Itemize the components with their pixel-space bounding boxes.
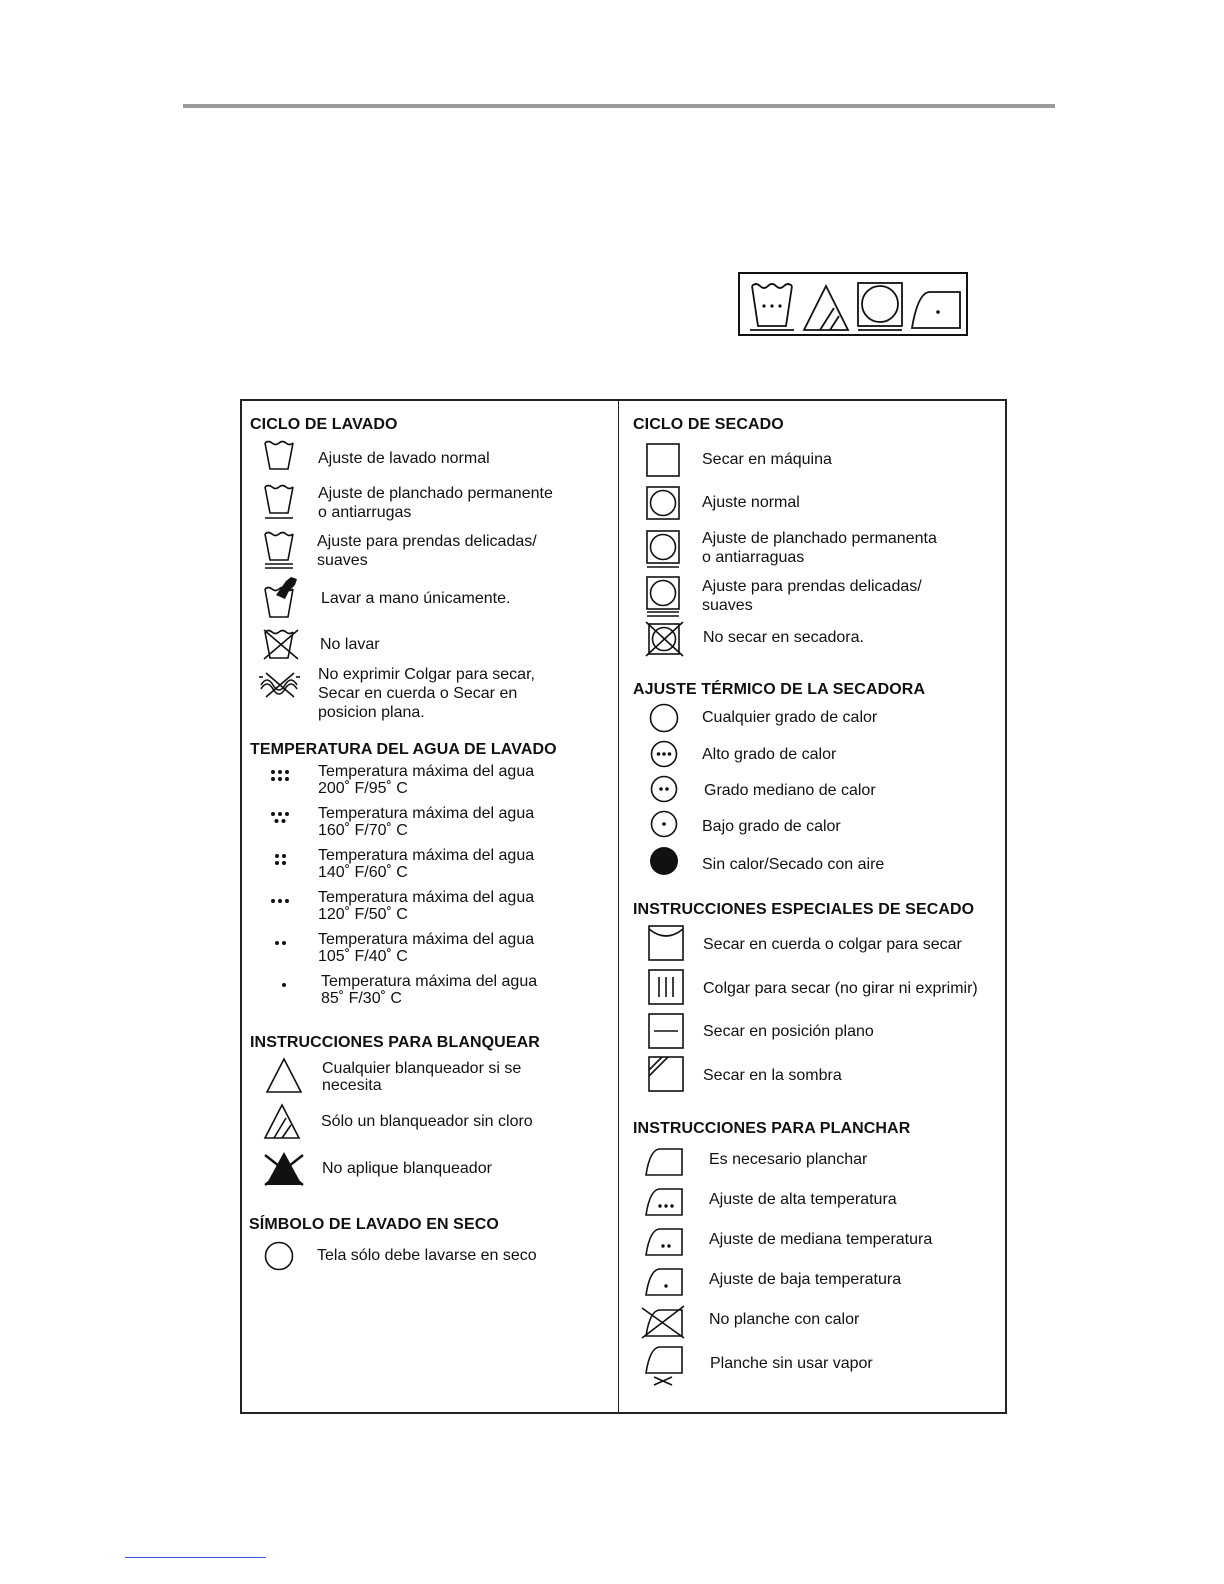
tumble-dry-delicate-icon xyxy=(646,576,682,620)
label-necesario-planchar: Es necesario planchar xyxy=(709,1151,868,1168)
top-rule xyxy=(183,104,1055,108)
label-secar-maquina: Secar en máquina xyxy=(702,451,832,468)
do-not-wring-icon xyxy=(258,669,306,701)
label-colgar-secar: Colgar para secar (no girar ni exprimir) xyxy=(703,980,978,997)
tumble-dry-normal-icon xyxy=(646,486,682,522)
hand-wash-icon xyxy=(262,575,302,621)
label-mediana-temperatura: Ajuste de mediana temperatura xyxy=(709,1231,933,1248)
two-dots-icon xyxy=(268,938,294,948)
label-mediano-calor: Grado mediano de calor xyxy=(704,782,876,799)
label-planchado-permanente: Ajuste de planchado permanente o antiarrugas xyxy=(318,485,553,521)
label-temp-85: Temperatura máxima del agua 85˚ F/30˚ C xyxy=(321,973,538,1007)
label-tela-seco: Tela sólo debe lavarse en seco xyxy=(317,1247,537,1264)
drip-dry-icon xyxy=(648,969,686,1007)
label-posicion-plano: Secar en posición plano xyxy=(703,1023,874,1040)
section-title-planchar: INSTRUCCIONES PARA PLANCHAR xyxy=(633,1120,911,1137)
section-title-lavado-seco: SÍMBOLO DE LAVADO EN SECO xyxy=(249,1216,499,1233)
label-planchado-permanenta: Ajuste de planchado permanenta o antiarraguas xyxy=(702,530,937,566)
wash-tub-three-dots-icon xyxy=(750,284,794,330)
label-temp-120: Temperatura máxima del agua 120˚ F/50˚ C xyxy=(318,889,535,923)
iron-no-steam-icon xyxy=(642,1345,686,1387)
bottom-link-underline xyxy=(125,1557,266,1558)
label-no-lavar: No lavar xyxy=(320,636,380,653)
label-no-planche-calor: No planche con calor xyxy=(709,1311,860,1328)
non-chlorine-bleach-icon xyxy=(264,1103,304,1141)
wash-tub-icon xyxy=(262,438,302,474)
do-not-bleach-icon xyxy=(262,1149,306,1189)
label-ajuste-normal: Ajuste normal xyxy=(702,494,800,511)
three-dots-icon xyxy=(268,896,294,906)
five-dots-icon xyxy=(268,810,294,826)
label-temp-200: Temperatura máxima del agua 200˚ F/95˚ C xyxy=(318,763,535,797)
dry-flat-icon xyxy=(648,1013,686,1051)
label-sin-cloro: Sólo un blanqueador sin cloro xyxy=(321,1113,533,1130)
tumble-dry-permanent-press-icon xyxy=(858,283,902,330)
section-title-ajuste-termico: AJUSTE TÉRMICO DE LA SECADORA xyxy=(633,681,926,698)
filled-circle-icon xyxy=(649,846,681,878)
label-prendas-delicadas: Ajuste para prendas delicadas/ suaves xyxy=(317,533,537,569)
label-no-secar-secadora: No secar en secadora. xyxy=(703,629,864,646)
four-dots-icon xyxy=(268,852,294,868)
any-bleach-icon xyxy=(266,1057,306,1095)
section-title-secado-especial: INSTRUCCIONES ESPECIALES DE SECADO xyxy=(633,901,975,918)
section-title-blanquear: INSTRUCCIONES PARA BLANQUEAR xyxy=(250,1034,540,1051)
care-symbols-table xyxy=(240,399,1007,1414)
iron-high-temperature-icon xyxy=(642,1185,686,1219)
do-not-iron-icon xyxy=(640,1304,688,1340)
label-alto-calor: Alto grado de calor xyxy=(702,746,837,763)
circle-three-dots-icon xyxy=(650,740,680,770)
wash-tub-one-bar-icon xyxy=(262,482,302,522)
non-chlorine-bleach-icon xyxy=(804,286,848,330)
dry-shade-icon xyxy=(648,1056,686,1094)
one-dot-icon xyxy=(268,980,294,990)
label-temp-105: Temperatura máxima del agua 105˚ F/40˚ C xyxy=(318,931,535,965)
sample-care-label xyxy=(738,272,968,336)
label-sin-calor: Sin calor/Secado con aire xyxy=(702,856,885,873)
circle-two-dots-icon xyxy=(650,775,680,805)
label-lavar-mano: Lavar a mano únicamente. xyxy=(321,590,511,607)
label-lavado-normal: Ajuste de lavado normal xyxy=(318,450,490,467)
label-no-blanqueador: No aplique blanqueador xyxy=(322,1160,492,1177)
dry-clean-icon xyxy=(264,1241,296,1273)
section-title-temperatura: TEMPERATURA DEL AGUA DE LAVADO xyxy=(250,741,557,758)
label-alta-temperatura: Ajuste de alta temperatura xyxy=(709,1191,897,1208)
label-no-exprimir: No exprimir Colgar para secar, Secar en cuerda o Secar en posicion plana. xyxy=(318,666,535,721)
six-dots-icon xyxy=(268,768,294,784)
sample-symbols xyxy=(740,274,970,338)
wash-tub-two-bars-icon xyxy=(262,529,302,573)
iron-low-temperature-icon xyxy=(912,292,960,328)
iron-low-temperature-icon xyxy=(642,1265,686,1299)
label-secar-cuerda: Secar en cuerda o colgar para secar xyxy=(703,936,962,953)
circle-icon xyxy=(649,703,681,735)
label-secar-sombra: Secar en la sombra xyxy=(703,1067,842,1084)
label-cualquier-calor: Cualquier grado de calor xyxy=(702,709,878,726)
label-sin-vapor: Planche sin usar vapor xyxy=(710,1355,873,1372)
section-title-ciclo-lavado: CICLO DE LAVADO xyxy=(250,416,398,433)
section-title-ciclo-secado: CICLO DE SECADO xyxy=(633,416,784,433)
iron-medium-temperature-icon xyxy=(642,1225,686,1259)
do-not-tumble-dry-icon xyxy=(646,622,686,658)
line-dry-icon xyxy=(648,925,686,963)
circle-one-dot-icon xyxy=(650,810,680,840)
label-temp-140: Temperatura máxima del agua 140˚ F/60˚ C xyxy=(318,847,535,881)
tumble-dry-permanent-press-icon xyxy=(646,530,682,570)
label-temp-160: Temperatura máxima del agua 160˚ F/70˚ C xyxy=(318,805,535,839)
label-cualquier-blanqueador: Cualquier blanqueador si se necesita xyxy=(322,1060,522,1094)
iron-icon xyxy=(642,1145,686,1179)
do-not-wash-icon xyxy=(262,627,302,663)
label-prendas-delicadas-secado: Ajuste para prendas delicadas/ suaves xyxy=(702,578,922,614)
column-divider xyxy=(618,401,619,1412)
dry-square-icon xyxy=(646,443,682,479)
label-baja-temperatura: Ajuste de baja temperatura xyxy=(709,1271,902,1288)
label-bajo-calor: Bajo grado de calor xyxy=(702,818,841,835)
